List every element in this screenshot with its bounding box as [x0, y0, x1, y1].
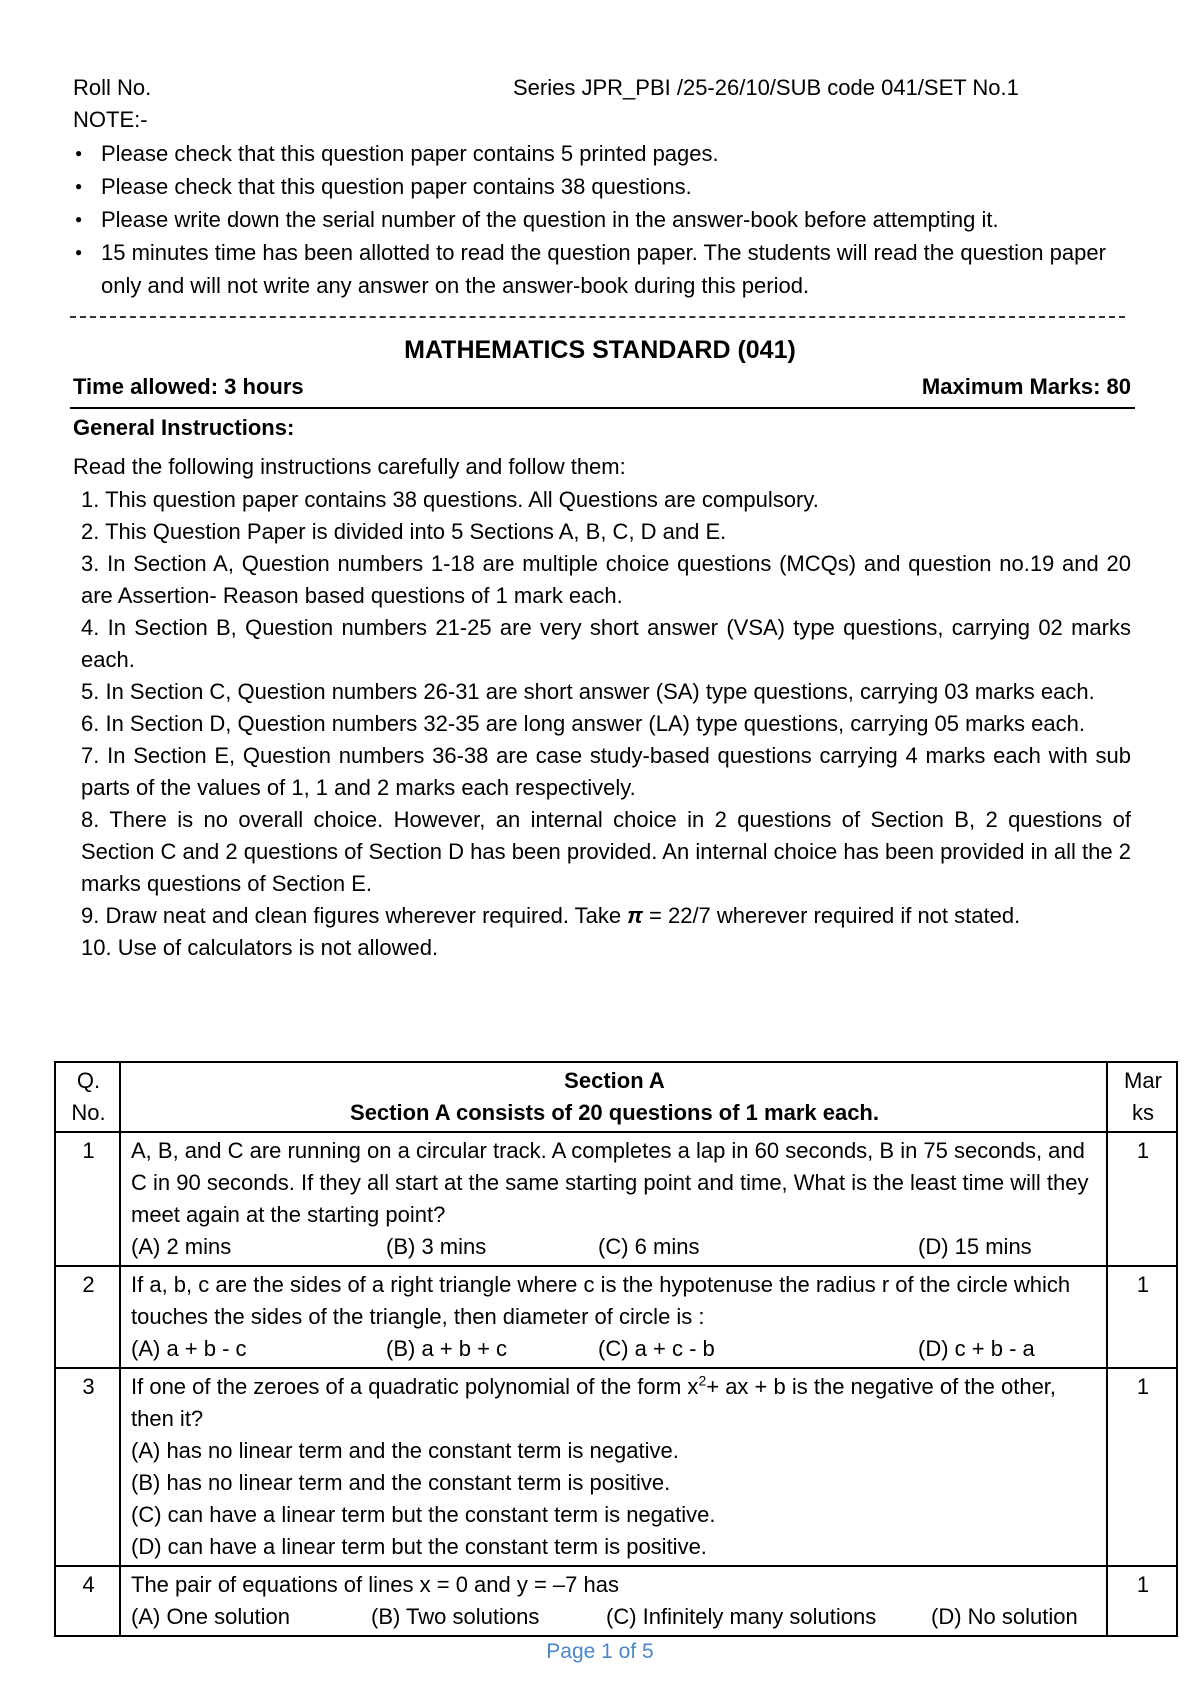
option: (B) Two solutions [371, 1604, 540, 1629]
marks-header: Mar ks [1107, 1062, 1177, 1132]
instruction-item: 6. In Section D, Question numbers 32-35 are long answer (LA) type questions, carrying 05 marks each. [81, 711, 1085, 736]
section-header [120, 1062, 1107, 1132]
pi-symbol: π [627, 903, 643, 928]
question-number: 2 [55, 1266, 120, 1368]
instruction-9-post: = 22/7 wherever required if not stated. [642, 903, 1021, 928]
instruction-item: 7. In Section E, Question numbers 36-38 are case study-based questions carrying 4 marks each with sub parts of the values of 1, 1 and 2 marks each respectively. [81, 743, 1131, 800]
question-cell [120, 1566, 1107, 1636]
option: (A) 2 mins [131, 1234, 232, 1259]
note-bullet: ● Please check that this question paper contains 38 questions. [73, 170, 1133, 203]
question-marks: 1 [1107, 1368, 1177, 1566]
option: (D) No solution [931, 1604, 1078, 1629]
qno-header: Q. No. [55, 1062, 120, 1132]
table-row [55, 1566, 1177, 1636]
instruction-item: 2. This Question Paper is divided into 5 Sections A, B, C, D and E. [81, 519, 727, 544]
option: (B) a + b + c [386, 1336, 508, 1361]
option: (A) One solution [131, 1604, 290, 1629]
instructions-list [81, 484, 1131, 964]
roll-no-label: Roll No. [73, 75, 152, 100]
section-title: Section A [564, 1068, 665, 1093]
exam-meta-row [73, 374, 1131, 404]
table-row [55, 1266, 1177, 1368]
instruction-item: 5. In Section C, Question numbers 26-31 are short answer (SA) type questions, carrying 03 marks each. [81, 679, 1095, 704]
question-marks: 1 [1107, 1566, 1177, 1636]
question-text-pre: If one of the zeroes of a quadratic polynomial of the form x [131, 1374, 699, 1399]
question-table [54, 1061, 1178, 1637]
note-label: NOTE:- [73, 107, 148, 132]
header-line [73, 72, 1133, 104]
note-bullet: ● 15 minutes time has been allotted to read the question paper. The students will read the question paper only and will not write any answer on the answer-book during this period. [73, 236, 1133, 302]
instruction-item: 8. There is no overall choice. However, an internal choice in 2 questions of Section B, 2 questions of Section C and 2 questions of Section D has been provided. An internal choice has been provided in all the 2 marks questions of Section E. [81, 807, 1131, 896]
question-cell [120, 1266, 1107, 1368]
time-allowed: Time allowed: 3 hours [73, 374, 304, 399]
table-row [55, 1132, 1177, 1266]
option: (C) 6 mins [598, 1234, 700, 1259]
option: (A) has no linear term and the constant term is negative. [131, 1438, 679, 1463]
note-bullet: ● Please check that this question paper contains 5 printed pages. [73, 137, 1133, 170]
option: (D) can have a linear term but the constant term is positive. [131, 1534, 707, 1559]
question-cell [120, 1368, 1107, 1566]
question-text: If a, b, c are the sides of a right triangle where c is the hypotenuse the radius r of the circle which touches the sides of the triangle, then diameter of circle is : [131, 1272, 1071, 1329]
question-marks: 1 [1107, 1266, 1177, 1368]
option: (B) 3 mins [386, 1234, 487, 1259]
question-marks: 1 [1107, 1132, 1177, 1266]
instruction-9-pre: 9. Draw neat and clean figures wherever required. Take [81, 903, 628, 928]
options-row [131, 1333, 1098, 1365]
note-bullet: ● Please write down the serial number of the question in the answer-book before attempting it. [73, 203, 1133, 236]
section-subtitle: Section A consists of 20 questions of 1 mark each. [350, 1100, 879, 1125]
table-header-row [55, 1062, 1177, 1132]
exam-title: MATHEMATICS STANDARD (041) [404, 336, 796, 364]
question-text [131, 1371, 1098, 1435]
question-text: The pair of equations of lines x = 0 and y = –7 has [131, 1572, 619, 1597]
question-number: 1 [55, 1132, 120, 1266]
option: (A) a + b - c [131, 1336, 247, 1361]
question-number: 3 [55, 1368, 120, 1566]
option: (D) 15 mins [918, 1234, 1032, 1259]
note-bullet-list [73, 137, 1133, 302]
page-footer: Page 1 of 5 [546, 1640, 654, 1663]
options-row [131, 1231, 1098, 1263]
instruction-item: 1. This question paper contains 38 questions. All Questions are compulsory. [81, 487, 819, 512]
question-cell [120, 1132, 1107, 1266]
instructions-intro: Read the following instructions carefully and follow them: [73, 454, 626, 479]
instruction-item: 10. Use of calculators is not allowed. [81, 935, 439, 960]
instruction-item: 3. In Section A, Question numbers 1-18 are multiple choice questions (MCQs) and question no.19 and 20 are Assertion- Reason based questions of 1 mark each. [81, 551, 1131, 608]
instructions-heading: General Instructions: [73, 415, 295, 440]
option: (C) Infinitely many solutions [606, 1604, 877, 1629]
options-row [131, 1601, 1098, 1633]
option: (C) can have a linear term but the constant term is negative. [131, 1502, 716, 1527]
solid-divider [70, 407, 1135, 409]
question-text: A, B, and C are running on a circular track. A completes a lap in 60 seconds, B in 75 seconds, and C in 90 seconds. If they all start at the same starting point and time, What is the least time will they meet again at the starting point? [131, 1138, 1089, 1227]
dashed-divider [70, 316, 1125, 318]
option: (D) c + b - a [918, 1336, 1035, 1361]
exponent: 2 [698, 1372, 707, 1389]
instruction-item: 4. In Section B, Question numbers 21-25 are very short answer (VSA) type questions, carrying 02 marks each. [81, 615, 1131, 672]
series-code: Series JPR_PBI /25-26/10/SUB code 041/SET No.1 [513, 75, 1019, 100]
maximum-marks: Maximum Marks: 80 [921, 374, 1131, 399]
option: (C) a + c - b [598, 1336, 715, 1361]
question-number: 4 [55, 1566, 120, 1636]
question-text-post: + ax + b is the negative of the other, then it? [131, 1374, 1057, 1431]
option: (B) has no linear term and the constant term is positive. [131, 1470, 671, 1495]
instruction-item-9 [81, 900, 1131, 932]
table-row [55, 1368, 1177, 1566]
